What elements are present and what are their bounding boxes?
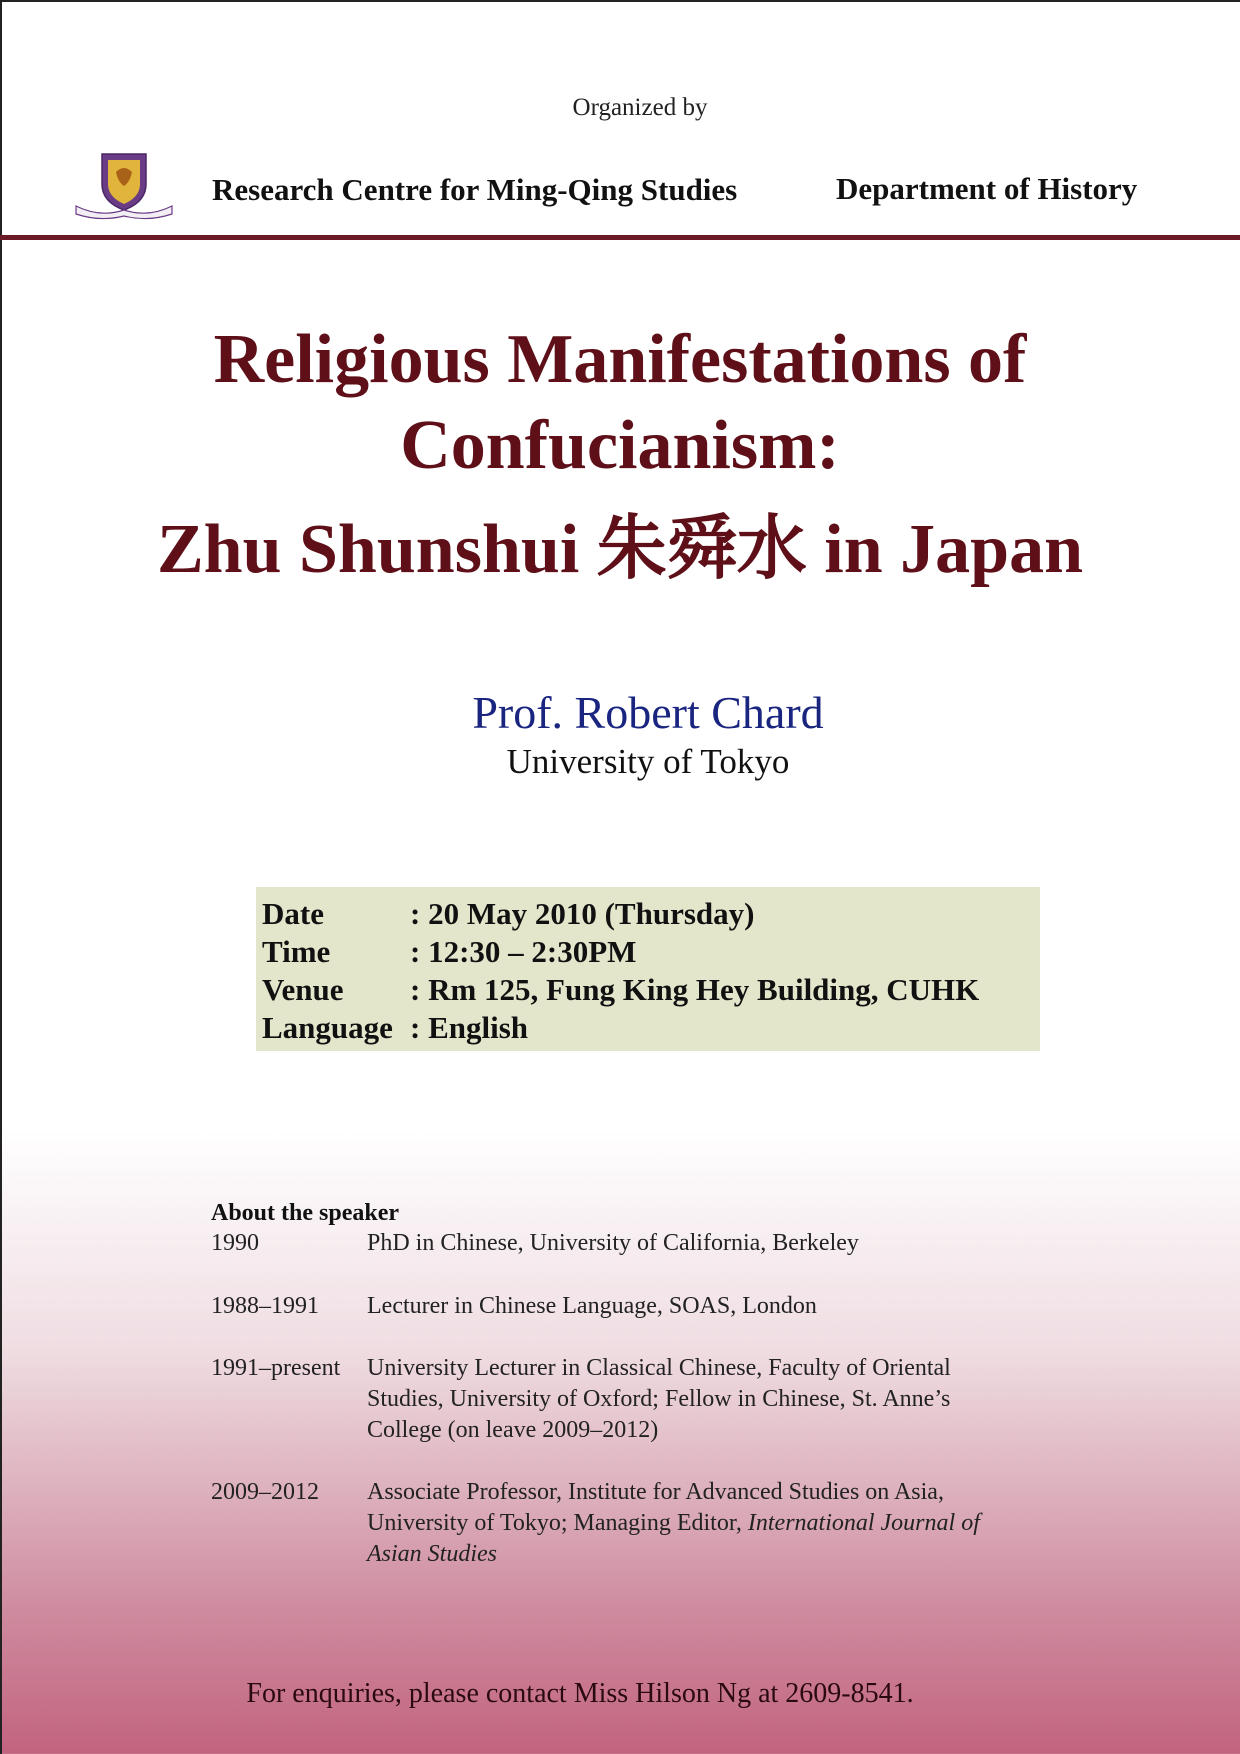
organizer-research-centre: Research Centre for Ming-Qing Studies [212, 172, 738, 207]
detail-value: : 20 May 2010 (Thursday) [410, 896, 755, 931]
enquiries-footer: For enquiries, please contact Miss Hilson Ng at 2609-8541. [246, 1678, 914, 1709]
journal-title: Asian Studies [367, 1541, 497, 1567]
bio-line: Studies, University of Oxford; Fellow in Chinese, St. Anne’s [367, 1386, 951, 1412]
detail-value: : Rm 125, Fung King Hey Building, CUHK [410, 972, 980, 1007]
bio-text: University of Tokyo; Managing Editor, [367, 1510, 748, 1536]
bio-line [367, 1539, 1087, 1570]
journal-title: International Journal of [747, 1510, 980, 1536]
bio-line: College (on leave 2009–2012) [367, 1417, 659, 1443]
detail-row-date [262, 895, 754, 933]
bio-line [367, 1508, 1087, 1539]
detail-row-language [262, 1009, 528, 1047]
title-line-2: Confucianism: [400, 407, 840, 484]
event-details-box [256, 887, 1040, 1051]
organized-by-label: Organized by [572, 94, 708, 121]
bio-line: University Lecturer in Classical Chinese, Faculty of Oriental [367, 1355, 951, 1381]
detail-label: Time [262, 934, 331, 969]
speaker-name: Prof. Robert Chard [472, 687, 824, 738]
detail-label: Venue [262, 972, 344, 1007]
bio-years: 1990 [211, 1230, 259, 1256]
page-border-left [0, 0, 2, 1754]
speaker-affiliation: University of Tokyo [506, 742, 790, 781]
detail-row-venue [262, 971, 979, 1009]
bio-description [367, 1353, 1087, 1446]
bio-description [367, 1291, 1087, 1322]
detail-row-time [262, 933, 636, 971]
bio-description [367, 1228, 1087, 1259]
about-speaker-heading: About the speaker [211, 1200, 400, 1226]
bio-line: Lecturer in Chinese Language, SOAS, London [367, 1293, 817, 1319]
bio-years: 1988–1991 [211, 1293, 319, 1319]
bio-years: 2009–2012 [211, 1479, 319, 1505]
bio-years: 1991–present [211, 1355, 341, 1381]
cuhk-crest-icon [72, 150, 176, 222]
detail-label: Language [262, 1010, 393, 1045]
bio-line: Associate Professor, Institute for Advanced Studies on Asia, [367, 1479, 944, 1505]
detail-label: Date [262, 896, 324, 931]
page-border-top [0, 0, 1240, 2]
detail-value: : 12:30 – 2:30PM [410, 934, 637, 969]
header-divider [0, 235, 1240, 240]
title-line-1: Religious Manifestations of [213, 321, 1027, 398]
bio-line: PhD in Chinese, University of California, Berkeley [367, 1230, 859, 1256]
title-line-3: Zhu Shunshui 朱舜水 in Japan [156, 511, 1084, 588]
organizer-department: Department of History [836, 171, 1138, 206]
detail-value: : English [410, 1010, 529, 1045]
bio-description [367, 1477, 1087, 1570]
